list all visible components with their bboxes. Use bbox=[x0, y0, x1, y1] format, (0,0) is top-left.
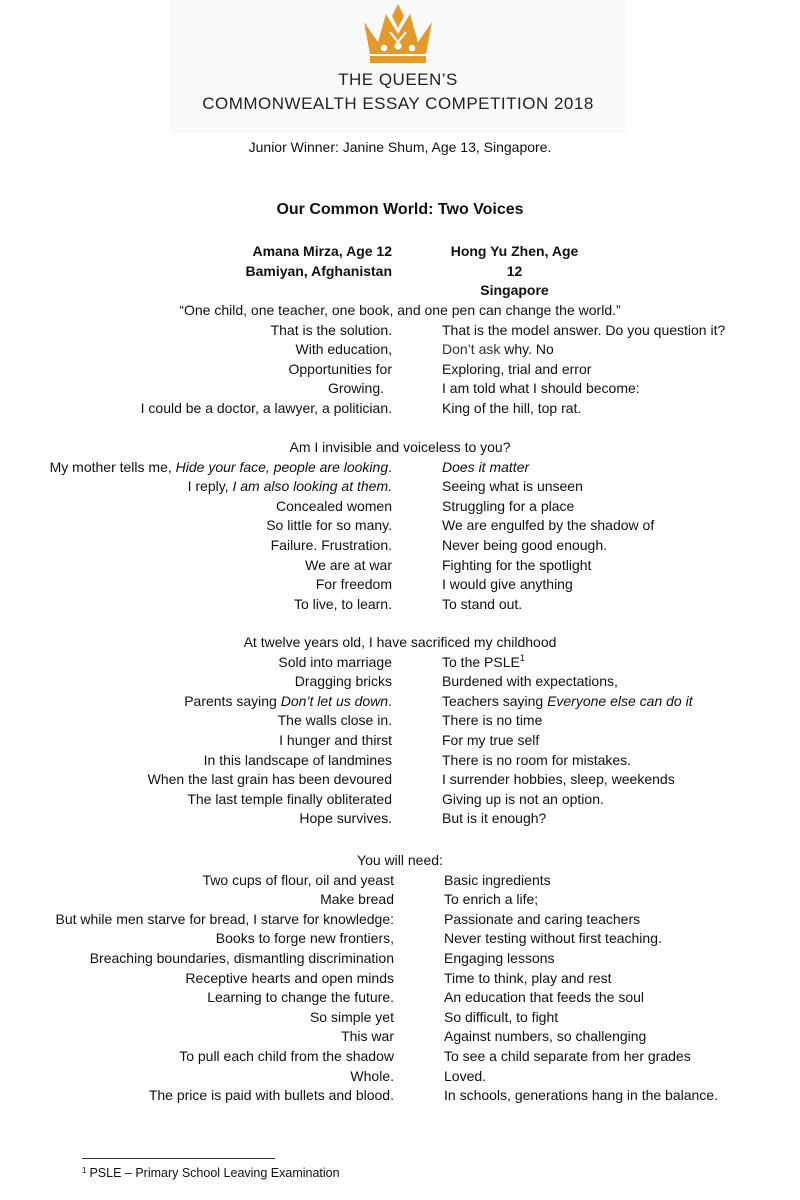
stanza-3 bbox=[0, 633, 800, 829]
right-line: Never testing without first teaching. bbox=[444, 930, 662, 947]
poem-row bbox=[0, 988, 800, 1008]
left-line: Two cups of flour, oil and yeast bbox=[202, 871, 394, 888]
winner-line: Junior Winner: Janine Shum, Age 13, Singapore. bbox=[248, 139, 552, 155]
poem-row bbox=[0, 1027, 800, 1047]
right-line-part: Don’t ask bbox=[442, 341, 501, 358]
right-line-part: Teachers saying bbox=[442, 692, 548, 709]
right-line: In schools, generations hang in the balance. bbox=[444, 1087, 718, 1104]
footnote-marker: 1 bbox=[519, 652, 525, 663]
right-line: There is no room for mistakes. bbox=[442, 751, 632, 768]
poem-row bbox=[0, 751, 800, 771]
left-line: Opportunities for bbox=[288, 360, 392, 377]
logo-line-1: THE QUEEN’S bbox=[338, 70, 458, 89]
right-line: An education that feeds the soul bbox=[444, 989, 645, 1006]
poem-row bbox=[0, 477, 800, 497]
right-line: Does it matter bbox=[442, 458, 530, 475]
right-line: But is it enough? bbox=[442, 810, 547, 827]
stanza-2-heading: Am I invisible and voiceless to you? bbox=[289, 439, 511, 455]
left-line: Concealed women bbox=[276, 497, 392, 514]
left-line: Books to forge new frontiers, bbox=[215, 930, 394, 947]
poem-row bbox=[0, 1086, 800, 1106]
left-line bbox=[50, 458, 392, 478]
left-line: For freedom bbox=[315, 576, 392, 593]
author-left-place: Bamiyan, Afghanistan bbox=[245, 262, 392, 279]
right-line-italic: Everyone else can do it bbox=[547, 692, 693, 709]
left-line: Dragging bricks bbox=[294, 673, 392, 690]
author-left-name: Amana Mirza, Age 12 bbox=[252, 243, 392, 259]
right-line: To see a child separate from her grades bbox=[444, 1047, 691, 1064]
right-line: For my true self bbox=[442, 731, 540, 748]
left-line: Receptive hearts and open minds bbox=[185, 969, 394, 986]
left-line: So simple yet bbox=[309, 1008, 394, 1025]
poem-row bbox=[0, 770, 800, 790]
left-line bbox=[184, 692, 392, 712]
author-right-place: Singapore bbox=[480, 282, 549, 299]
right-line: Engaging lessons bbox=[444, 949, 555, 966]
stanza-2 bbox=[0, 438, 800, 614]
footnote-mark: 1 bbox=[82, 1166, 87, 1175]
poem-title: Our Common World: Two Voices bbox=[276, 201, 524, 218]
poem-row bbox=[0, 360, 800, 380]
left-line-part: Parents saying bbox=[184, 692, 281, 709]
left-line: With education, bbox=[295, 341, 392, 358]
poem-row bbox=[0, 969, 800, 989]
competition-logo bbox=[170, 0, 626, 134]
poem-row bbox=[0, 1008, 800, 1028]
left-line: But while men starve for bread, I starve for knowledge: bbox=[55, 910, 394, 927]
author-right bbox=[442, 242, 587, 301]
crown-icon bbox=[360, 2, 436, 66]
footnote-text: PSLE – Primary School Leaving Examination bbox=[89, 1166, 340, 1180]
poem-row bbox=[0, 790, 800, 810]
author-right-name: Hong Yu Zhen, Age 12 bbox=[450, 243, 579, 279]
footnote bbox=[82, 1166, 340, 1180]
stanza-3-heading: At twelve years old, I have sacrificed my childhood bbox=[243, 634, 557, 650]
right-line: Struggling for a place bbox=[442, 497, 575, 514]
left-line: This war bbox=[341, 1028, 394, 1045]
left-line: To pull each child from the shadow bbox=[179, 1047, 394, 1064]
right-line-part: To the PSLE bbox=[442, 653, 520, 670]
poem-row bbox=[0, 497, 800, 517]
stanza-1 bbox=[0, 301, 800, 419]
left-line: Hope survives. bbox=[299, 810, 392, 827]
right-line: I am told what I should become: bbox=[442, 380, 640, 397]
left-line: I could be a doctor, a lawyer, a politician. bbox=[140, 399, 392, 416]
right-line: Burdened with expectations, bbox=[442, 673, 618, 690]
poem-row bbox=[0, 910, 800, 930]
right-line: Seeing what is unseen bbox=[442, 478, 583, 495]
left-line-part: . bbox=[388, 458, 392, 475]
stanza-4 bbox=[0, 851, 800, 1106]
right-line: Never being good enough. bbox=[442, 536, 608, 553]
logo-line-2: COMMONWEALTH ESSAY COMPETITION 2018 bbox=[202, 94, 594, 113]
right-line: Against numbers, so challenging bbox=[444, 1028, 647, 1045]
poem-row bbox=[0, 536, 800, 556]
right-line: I would give anything bbox=[442, 576, 573, 593]
poem-row bbox=[0, 809, 800, 829]
left-line: Failure. Frustration. bbox=[270, 536, 392, 553]
poem-row bbox=[0, 692, 800, 712]
right-line: Passionate and caring teachers bbox=[444, 910, 641, 927]
right-line: I surrender hobbies, sleep, weekends bbox=[442, 771, 675, 788]
right-line: That is the model answer. Do you question it? bbox=[442, 321, 726, 338]
left-line-italic: Hide your face, people are looking bbox=[175, 458, 389, 475]
stanza-1-heading: “One child, one teacher, one book, and one pen can change the world.” bbox=[179, 302, 621, 318]
left-line: So little for so many. bbox=[266, 517, 392, 534]
poem-row bbox=[0, 321, 800, 341]
left-line-part: I reply, bbox=[187, 478, 233, 495]
poem-row bbox=[0, 399, 800, 419]
poem-row bbox=[0, 556, 800, 576]
left-line: That is the solution. bbox=[270, 321, 392, 338]
left-line: Growing. bbox=[327, 380, 384, 397]
poem-row bbox=[0, 458, 800, 478]
left-line: We are at war bbox=[305, 556, 392, 573]
right-line: Exploring, trial and error bbox=[442, 360, 592, 377]
poem-row bbox=[0, 731, 800, 751]
poem-row bbox=[0, 672, 800, 692]
right-line: To enrich a life; bbox=[444, 891, 539, 908]
left-line: Whole. bbox=[350, 1067, 394, 1084]
poem-row bbox=[0, 595, 800, 615]
right-line bbox=[442, 653, 525, 673]
left-line: In this landscape of landmines bbox=[203, 751, 392, 768]
poem-row bbox=[0, 340, 800, 360]
left-line bbox=[188, 477, 392, 497]
left-line-part: My mother tells me, bbox=[49, 458, 176, 475]
poem-row bbox=[0, 1067, 800, 1087]
right-line-part: why. No bbox=[500, 341, 554, 358]
right-line: King of the hill, top rat. bbox=[442, 399, 582, 416]
right-line: To stand out. bbox=[442, 595, 523, 612]
poem-row bbox=[0, 929, 800, 949]
right-line: Time to think, play and rest bbox=[444, 969, 612, 986]
left-line: To live, to learn. bbox=[293, 595, 392, 612]
poem-row bbox=[0, 516, 800, 536]
poem-row bbox=[0, 575, 800, 595]
left-line: Breaching boundaries, dismantling discrimination bbox=[89, 949, 394, 966]
poem-row bbox=[0, 379, 800, 399]
right-line bbox=[442, 692, 693, 712]
poem-row bbox=[0, 890, 800, 910]
poem-row bbox=[0, 653, 800, 673]
left-line: The walls close in. bbox=[277, 712, 392, 729]
left-line: I hunger and thirst bbox=[279, 731, 392, 748]
stanza-4-heading: You will need: bbox=[357, 852, 443, 868]
left-line-part: . bbox=[388, 692, 392, 709]
poem-row bbox=[0, 711, 800, 731]
left-line: The last temple finally obliterated bbox=[187, 790, 392, 807]
right-line: We are engulfed by the shadow of bbox=[442, 517, 655, 534]
right-line: So difficult, to fight bbox=[444, 1008, 559, 1025]
left-line: Learning to change the future. bbox=[207, 989, 394, 1006]
left-line: Sold into marriage bbox=[278, 653, 392, 670]
poem-row bbox=[0, 1047, 800, 1067]
poem-row bbox=[0, 949, 800, 969]
right-line: There is no time bbox=[442, 712, 543, 729]
left-line: Make bread bbox=[320, 891, 394, 908]
right-line: Fighting for the spotlight bbox=[442, 556, 592, 573]
footnote-divider bbox=[82, 1158, 275, 1159]
author-left bbox=[245, 242, 392, 281]
left-line: The price is paid with bullets and blood. bbox=[148, 1087, 394, 1104]
right-line: Loved. bbox=[444, 1067, 487, 1084]
right-line bbox=[442, 340, 554, 360]
right-line: Giving up is not an option. bbox=[442, 790, 604, 807]
left-line-italic: Don’t let us down bbox=[280, 692, 389, 709]
right-line: Basic ingredients bbox=[444, 871, 551, 888]
poem-row bbox=[0, 871, 800, 891]
left-line: When the last grain has been devoured bbox=[147, 771, 392, 788]
left-line-italic: I am also looking at them. bbox=[232, 478, 392, 495]
